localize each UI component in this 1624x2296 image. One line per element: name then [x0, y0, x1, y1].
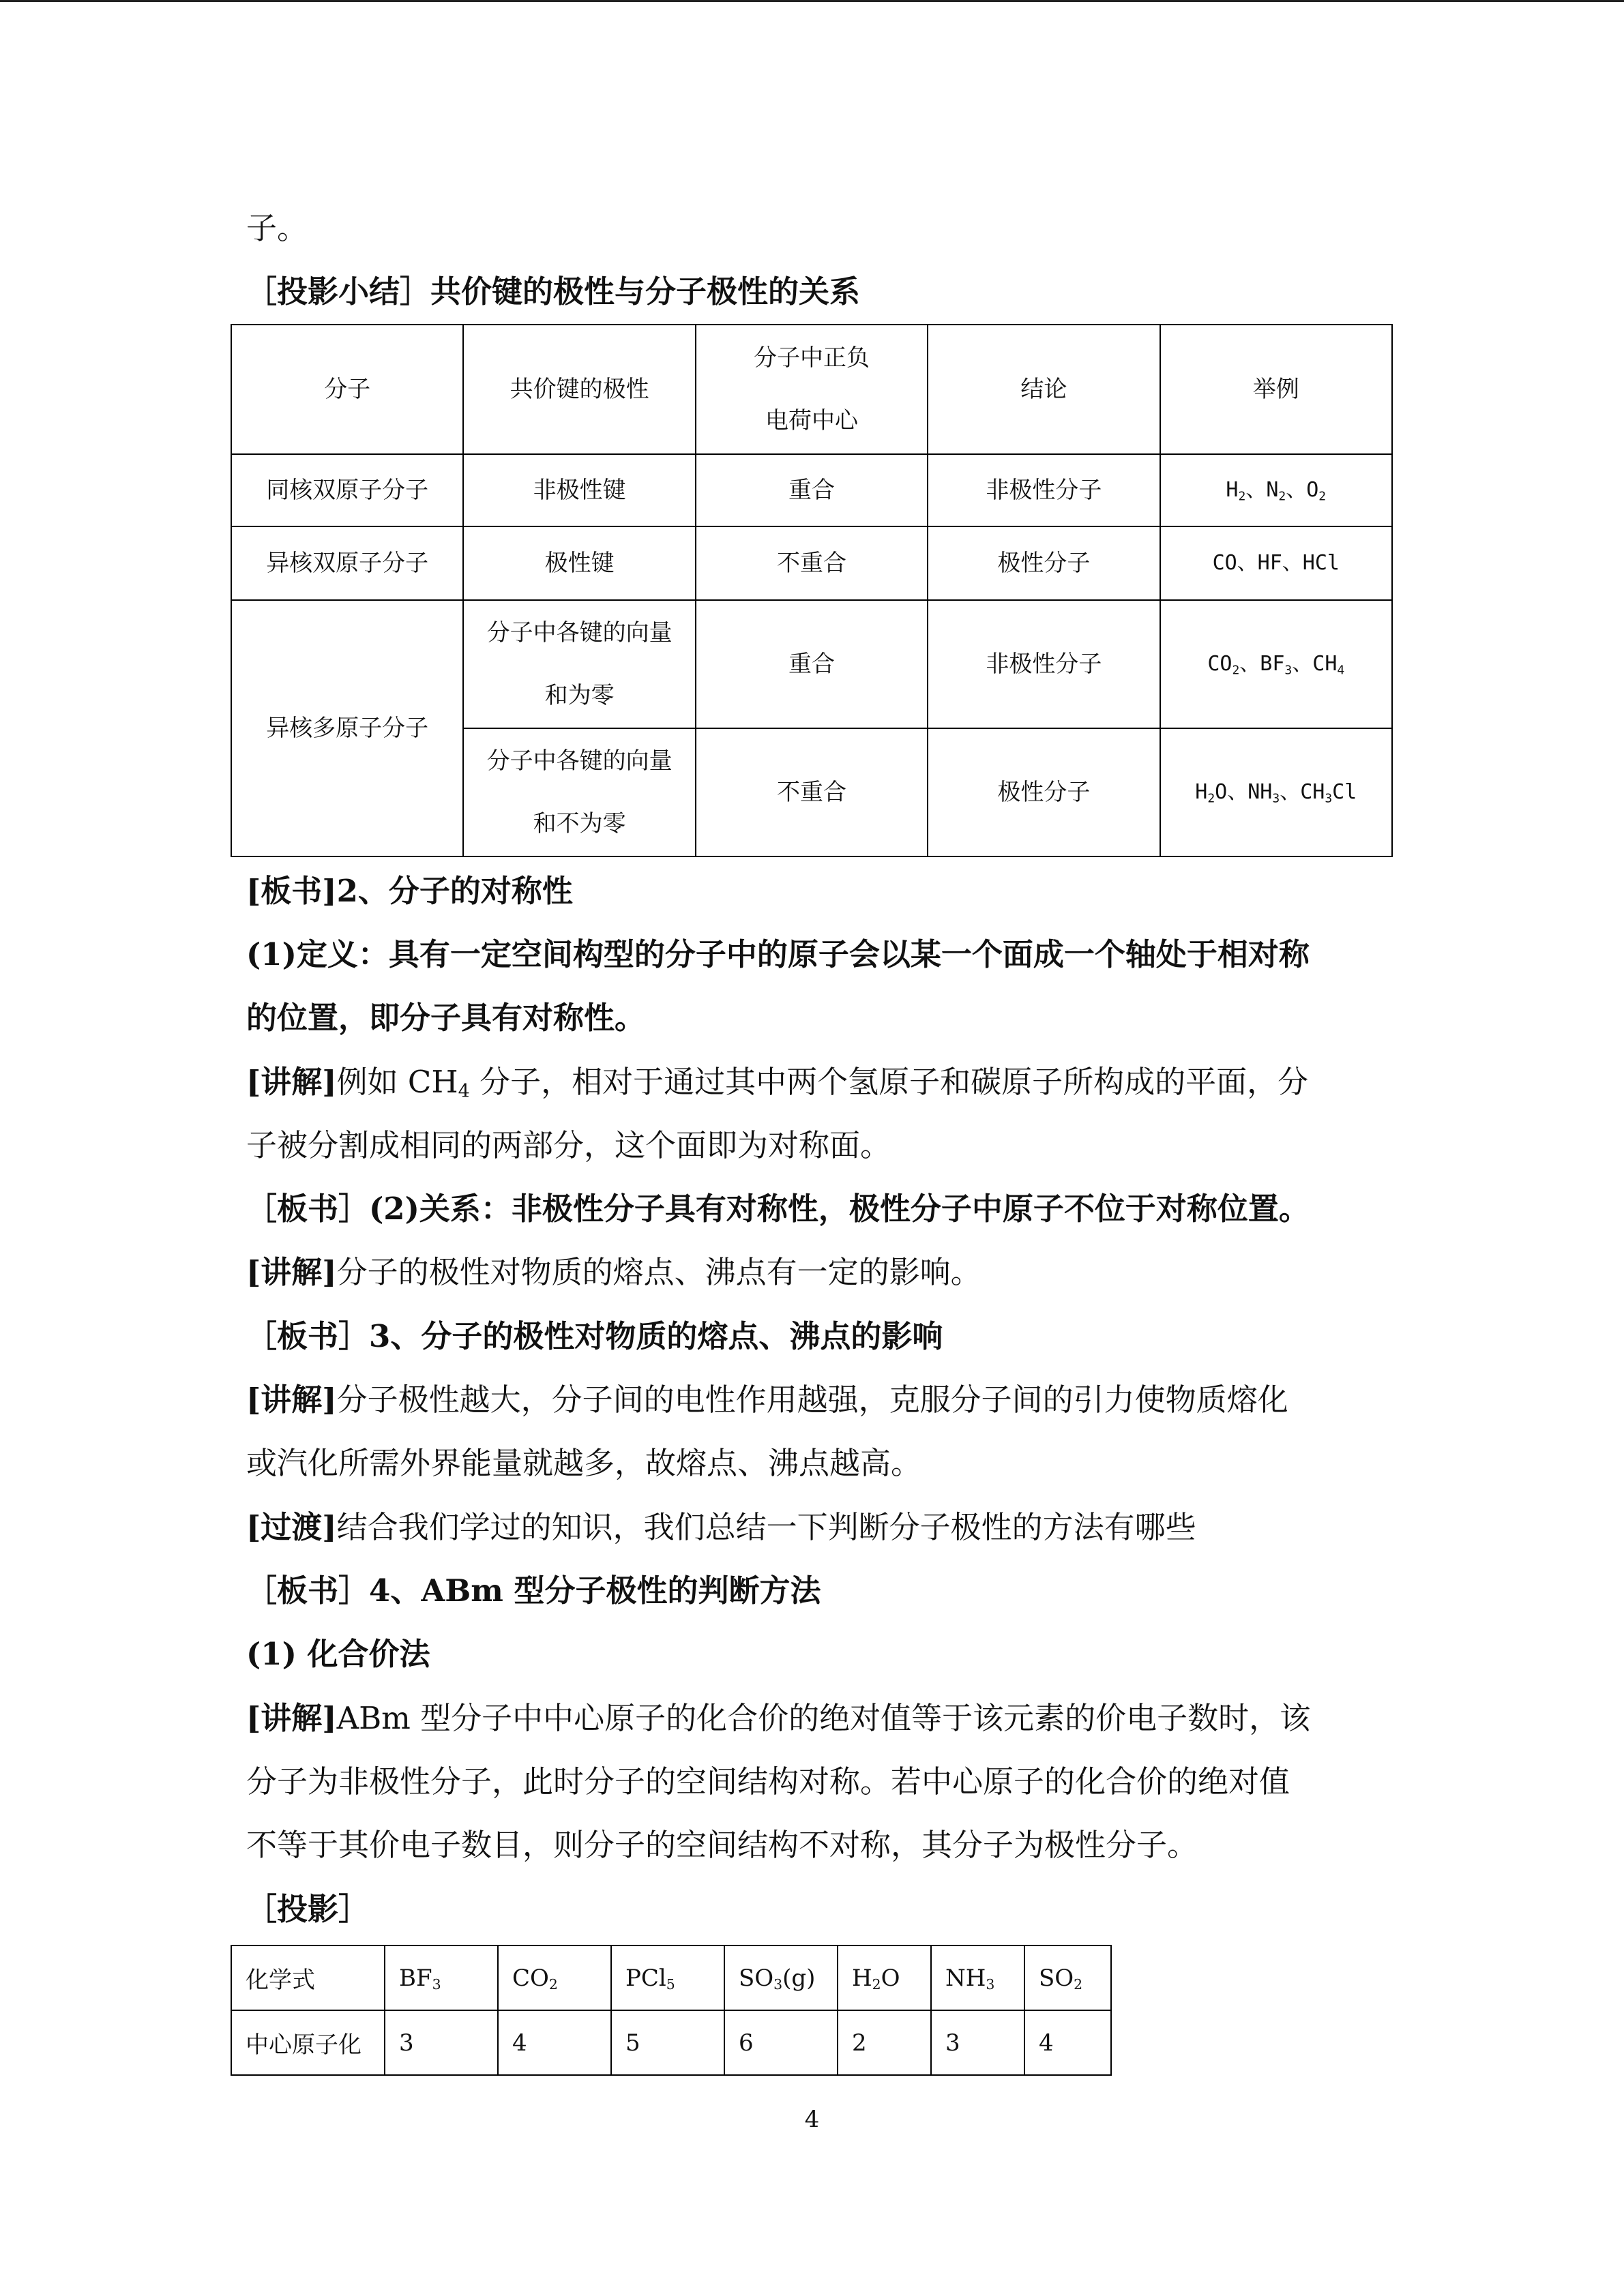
- formula-cell: $BF_3$: [385, 1945, 498, 2010]
- table-cell: 不重合: [696, 526, 928, 600]
- formula-cell: $SO_3(g)$: [724, 1945, 838, 2010]
- symmetry-definition-line2: 的位置，即分子具有对称性。: [246, 1000, 646, 1036]
- table-cell: 分子中各键的向量 和为零: [463, 600, 695, 728]
- formula-row: [231, 1945, 1111, 2010]
- header-cell: 分子中正负 电荷中心: [696, 325, 928, 454]
- explain-abm-line2: 分子为非极性分子，此时分子的空间结构对称。若中心原子的化合价的绝对值: [246, 1763, 1290, 1800]
- table-cell: 非极性键: [463, 454, 695, 526]
- value-cell: 4: [1024, 2010, 1111, 2075]
- table-cell: 非极性分子: [928, 600, 1160, 728]
- explain-tag: [讲解]: [246, 1064, 337, 1100]
- table-header-row: [231, 325, 1392, 454]
- header-cell: 结论: [928, 325, 1160, 454]
- value-cell: 3: [385, 2010, 498, 2075]
- table-cell-example: CO2、BF3、CH4: [1160, 600, 1392, 728]
- projection-tag: ［投影小结］: [246, 273, 431, 310]
- transition-paragraph: [过渡]结合我们学过的知识，我们总结一下判断分子极性的方法有哪些: [246, 1509, 1196, 1545]
- value-cell: 6: [724, 2010, 838, 2075]
- valence-row: [231, 2010, 1111, 2075]
- table-row: [231, 454, 1392, 526]
- explain-melting: [讲解]分子的极性对物质的熔点、沸点有一定的影响。: [246, 1254, 981, 1290]
- table-cell: 同核双原子分子: [231, 454, 463, 526]
- table-cell: 极性分子: [928, 526, 1160, 600]
- formula-cell: $NH_3$: [931, 1945, 1024, 2010]
- explain-ch4-line2: 子被分割成相同的两部分，这个面即为对称面。: [246, 1127, 891, 1163]
- projection-title: 共价键的极性与分子极性的关系: [430, 273, 861, 310]
- method-valence-heading: (1) 化合价法: [246, 1636, 430, 1672]
- valence-table: [231, 1945, 1112, 2076]
- board-relation: ［板书］(2)关系：非极性分子具有对称性，极性分子中原子不位于对称位置。: [246, 1191, 1310, 1227]
- formula-cell: PCl$_5$: [611, 1945, 724, 2010]
- table-cell: 重合: [696, 600, 928, 728]
- explain-tag: [讲解]: [246, 1254, 337, 1290]
- polarity-relationship-table: [231, 324, 1393, 857]
- table-row: [231, 600, 1392, 728]
- table-cell: 分子中各键的向量 和不为零: [463, 728, 695, 856]
- symmetry-definition-line1: (1)定义：具有一定空间构型的分子中的原子会以某一个面成一个轴处于相对称: [246, 936, 1310, 972]
- row-label: 化学式: [231, 1945, 385, 2010]
- transition-tag: [过渡]: [246, 1509, 337, 1545]
- board-tag: ［板书］: [246, 1318, 370, 1354]
- table-cell-example: CO、HF、HCl: [1160, 526, 1392, 600]
- paragraph-continuation: 子。: [246, 210, 308, 246]
- explain-tag: [讲解]: [246, 1382, 337, 1418]
- board-melting-heading: ［板书］3、分子的极性对物质的熔点、沸点的影响: [246, 1318, 943, 1354]
- formula-cell: $SO_2$: [1024, 1945, 1111, 2010]
- value-cell: 5: [611, 2010, 724, 2075]
- board-tag: ［板书］: [246, 1191, 370, 1227]
- formula-cell: $H_2O$: [838, 1945, 931, 2010]
- table-cell: 异核多原子分子: [231, 600, 463, 856]
- explain-abm-line3: 不等于其价电子数目，则分子的空间结构不对称，其分子为极性分子。: [246, 1827, 1198, 1863]
- board-tag: [板书]: [246, 873, 337, 909]
- table-cell: 异核双原子分子: [231, 526, 463, 600]
- page-number: 4: [804, 2106, 820, 2133]
- header-cell: 举例: [1160, 325, 1392, 454]
- table-cell: 极性分子: [928, 728, 1160, 856]
- value-cell: 2: [838, 2010, 931, 2075]
- explain-ch4-line1: [讲解]例如 $CH_4$ 分子，相对于通过其中两个氢原子和碳原子所构成的平面，分: [246, 1064, 1309, 1102]
- explain-polarity-line2: 或汽化所需外界能量就越多，故熔点、沸点越高。: [246, 1445, 922, 1481]
- table-cell: 不重合: [696, 728, 928, 856]
- table-cell-example: H2、N2、O2: [1160, 454, 1392, 526]
- value-cell: 4: [498, 2010, 611, 2075]
- explain-tag: [讲解]: [246, 1700, 337, 1736]
- projection-summary-heading: [246, 271, 860, 312]
- symmetry-heading: [板书]2、分子的对称性: [246, 873, 573, 909]
- board-tag: ［板书］: [246, 1572, 370, 1609]
- projection-heading: ［投影］: [246, 1891, 370, 1927]
- row-label: 中心原子化: [231, 2010, 385, 2075]
- table-cell: 非极性分子: [928, 454, 1160, 526]
- explain-polarity-line1: [讲解]分子极性越大，分子间的电性作用越强，克服分子间的引力使物质熔化: [246, 1382, 1288, 1418]
- table-row: [231, 526, 1392, 600]
- board-abm-heading: ［板书］4、ABm 型分子极性的判断方法: [246, 1572, 821, 1609]
- header-cell: 共价键的极性: [463, 325, 695, 454]
- table-cell-example: H2O、NH3、CH3Cl: [1160, 728, 1392, 856]
- value-cell: 3: [931, 2010, 1024, 2075]
- table-cell: 重合: [696, 454, 928, 526]
- header-cell: 分子: [231, 325, 463, 454]
- table-cell: 极性键: [463, 526, 695, 600]
- formula-cell: $CO_2$: [498, 1945, 611, 2010]
- explain-abm-line1: [讲解]ABm 型分子中中心原子的化合价的绝对值等于该元素的价电子数时，该: [246, 1700, 1311, 1736]
